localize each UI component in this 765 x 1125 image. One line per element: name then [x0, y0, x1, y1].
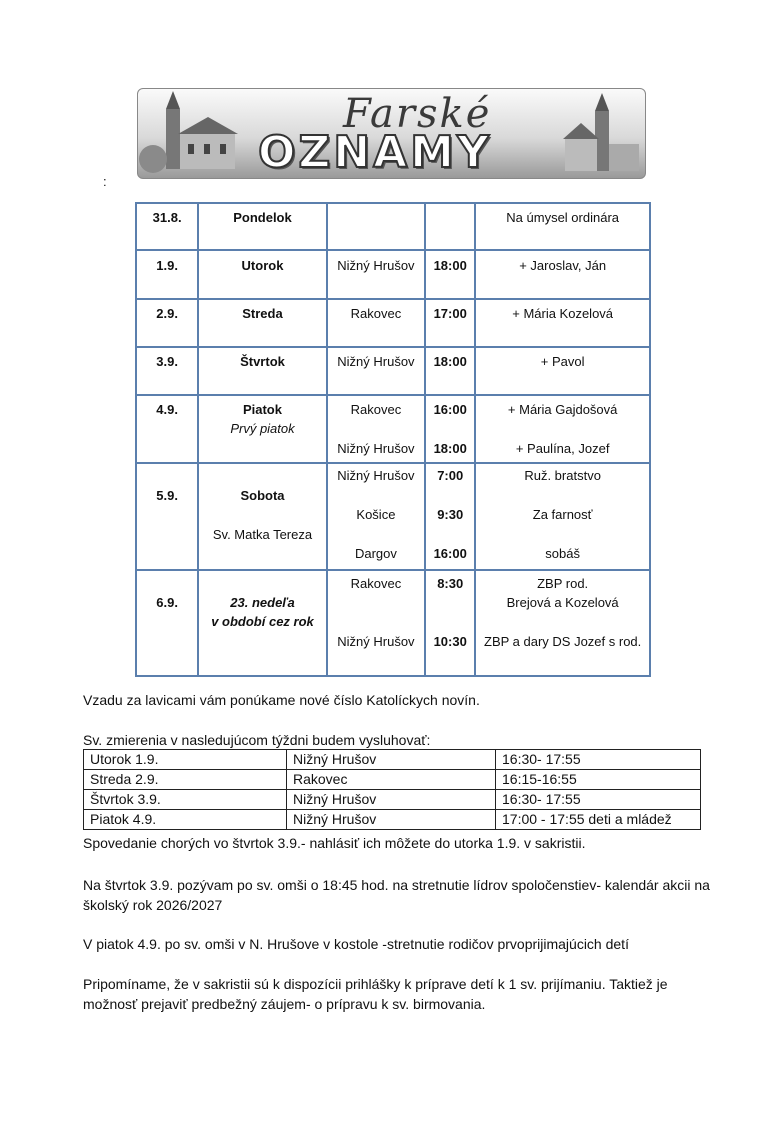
church-right-icon — [555, 89, 645, 178]
notice-confession-heading: Sv. zmierenia v nasledujúcom týždni budem vysluhovať: — [83, 732, 431, 748]
notice-parents-meeting: V piatok 4.9. po sv. omši v N. Hrušove v kostole -stretnutie rodičov prvoprijimajúcich detí — [83, 936, 629, 952]
intention-cell: Na úmysel ordinára — [475, 203, 650, 250]
time-cell: 16:00 18:00 — [425, 395, 475, 463]
time-cell: 7:00 9:30 16:00 — [425, 463, 475, 570]
day-note: Prvý piatok — [230, 421, 295, 436]
time-cell: 18:00 — [425, 250, 475, 299]
date-cell: 2.9. — [136, 299, 198, 347]
notice-sick-confession: Spovedanie chorých vo štvrtok 3.9.- nahlásiť ich môžete do utorka 1.9. v sakristii. — [83, 835, 586, 851]
table-row — [136, 299, 650, 347]
place-cell: Rakovec Nižný Hrušov — [327, 395, 425, 463]
intention-cell: + Mária Kozelová — [475, 299, 650, 347]
day-cell: Streda — [198, 299, 327, 347]
intention-cell: + Pavol — [475, 347, 650, 395]
time-cell: 17:00 — [425, 299, 475, 347]
day-note: Sv. Matka Tereza — [212, 527, 313, 542]
banner-title-main: OZNAMY — [258, 127, 492, 178]
notice-leaders-meeting: Na štvrtok 3.9. pozývam po sv. omši o 18:45 hod. na stretnutie lídrov spoločenstiev- kalendár akcii na školský rok 2026/2027 — [83, 877, 710, 913]
intention-cell: + Jaroslav, Ján — [475, 250, 650, 299]
intention-cell: Ruž. bratstvo Za farnosť sobáš — [475, 463, 650, 570]
intention-cell: + Mária Gajdošová + Paulína, Jozef — [475, 395, 650, 463]
church-left-icon — [138, 89, 248, 178]
intention-cell: ZBP rod. Brejová a Kozelová ZBP a dary DS Jozef s rod. — [475, 570, 650, 676]
table-row — [136, 570, 650, 676]
time-cell — [425, 203, 475, 250]
place-cell: Nižný Hrušov Košice Dargov — [327, 463, 425, 570]
date-cell: 31.8. — [136, 203, 198, 250]
date-cell: 6.9. — [136, 570, 198, 676]
date-cell: 5.9. — [136, 463, 198, 570]
day-cell: 23. nedeľa v období cez rok — [198, 570, 327, 676]
table-row: Utorok 1.9. Nižný Hrušov 16:30- 17:55 — [84, 750, 701, 770]
date-cell: 1.9. — [136, 250, 198, 299]
table-row: Piatok 4.9. Nižný Hrušov 17:00 - 17:55 deti a mládež — [84, 810, 701, 830]
header-banner — [137, 88, 646, 179]
table-row: Streda 2.9. Rakovec 16:15-16:55 — [84, 770, 701, 790]
day-cell: Utorok — [198, 250, 327, 299]
date-cell: 4.9. — [136, 395, 198, 463]
stray-colon: : — [103, 174, 107, 189]
place-cell: Rakovec Nižný Hrušov — [327, 570, 425, 676]
table-row — [136, 203, 650, 250]
notice-sacraments: Pripomíname, že v sakristii sú k dispozícii prihlášky k príprave detí k 1 sv. prijímaniu. Taktiež je možnosť prejaviť predbežný záujem- o prípravu k sv. birmovania. — [83, 976, 668, 1012]
banner-title-script: Farské — [343, 91, 492, 137]
place-cell: Nižný Hrušov — [327, 250, 425, 299]
day-cell: Pondelok — [198, 203, 327, 250]
day-cell: Štvrtok — [198, 347, 327, 395]
mass-schedule-table — [135, 202, 651, 677]
table-row — [136, 395, 650, 463]
confession-table — [83, 749, 701, 830]
time-cell: 18:00 — [425, 347, 475, 395]
day-cell: Sobota Sv. Matka Tereza — [198, 463, 327, 570]
time-cell: 8:30 10:30 — [425, 570, 475, 676]
table-row — [136, 347, 650, 395]
place-cell: Nižný Hrušov — [327, 347, 425, 395]
table-row: Štvrtok 3.9. Nižný Hrušov 16:30- 17:55 — [84, 790, 701, 810]
date-cell: 3.9. — [136, 347, 198, 395]
place-cell: Rakovec — [327, 299, 425, 347]
table-row — [136, 463, 650, 570]
place-cell — [327, 203, 425, 250]
table-row — [136, 250, 650, 299]
day-cell: Piatok Prvý piatok — [198, 395, 327, 463]
notice-newspaper: Vzadu za lavicami vám ponúkame nové číslo Katolíckych novín. — [83, 692, 480, 708]
